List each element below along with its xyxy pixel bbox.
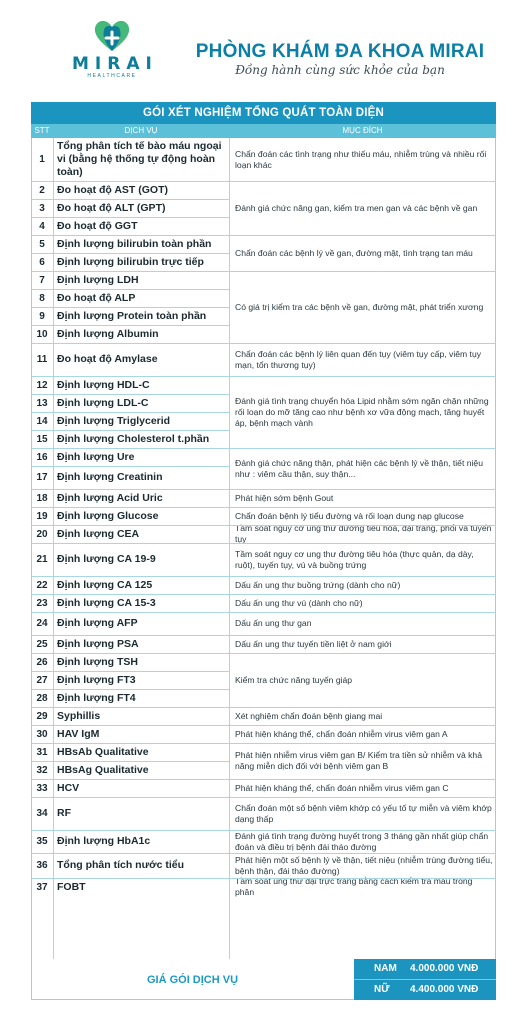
row-divider — [31, 181, 229, 182]
row-divider — [31, 653, 229, 654]
purpose-divider — [229, 612, 496, 613]
purpose-divider — [229, 507, 496, 508]
row-stt: 7 — [39, 274, 45, 286]
row-stt: 15 — [36, 433, 48, 445]
row-service: Định lượng Glucose — [57, 509, 159, 522]
slogan: Đồng hành cùng sức khỏe của bạn — [235, 63, 445, 77]
row-divider — [31, 689, 229, 690]
row-service: Định lượng CA 19-9 — [57, 553, 156, 565]
row-divider — [31, 343, 229, 344]
row-divider — [31, 271, 229, 272]
row-stt: 29 — [36, 710, 48, 722]
row-stt: 30 — [36, 728, 48, 740]
row-service: Định lượng HbA1c — [57, 835, 151, 847]
row-stt: 11 — [36, 354, 48, 365]
purpose-divider — [229, 448, 496, 449]
row-service: Định lượng Acid Uric — [57, 491, 163, 504]
header-stt: STT — [34, 126, 50, 135]
row-stt: 37 — [36, 881, 48, 893]
row-service: FOBT — [57, 880, 86, 893]
row-stt: 17 — [36, 472, 48, 483]
purpose-divider — [229, 878, 496, 879]
row-service: Định lượng CA 125 — [57, 578, 153, 591]
row-purpose: Chẩn đoán các bệnh lý liên quan đến tụy (viêm tụy cấp, viêm tụy mạn, tổn thương tụy) — [235, 348, 482, 370]
purpose-divider — [229, 653, 496, 654]
package-price-label: GIÁ GÓI DỊCH VỤ — [146, 973, 239, 986]
row-purpose: Tầm soát nguy cơ ung thư đường tiêu hóa, đại tràng, phổi và tuyến tụy — [235, 523, 492, 544]
row-stt: 24 — [36, 618, 48, 629]
row-service: HAV IgM — [57, 727, 100, 740]
clinic-name: PHÒNG KHÁM ĐA KHOA MIRAI — [195, 41, 485, 62]
row-divider — [31, 612, 229, 613]
purpose-divider — [229, 594, 496, 595]
row-service: Định lượng Creatinin — [57, 471, 163, 483]
row-divider — [31, 878, 229, 879]
purpose-divider — [229, 707, 496, 708]
row-divider — [31, 707, 229, 708]
row-purpose: Tầm soát nguy cơ ung thư đường tiêu hóa (thực quản, dạ dày, ruột), tuyến tụy, vú và buồng trứng — [235, 548, 474, 570]
row-divider — [31, 594, 229, 595]
row-divider — [31, 235, 229, 236]
row-purpose: Chẩn đoán bệnh lý tiểu đường và rối loạn dung nạp glucose — [235, 510, 464, 521]
row-stt: 12 — [36, 379, 48, 391]
row-purpose: Chẩn đoán các bệnh lý về gan, đường mật, tình trạng tan máu — [235, 247, 473, 258]
row-purpose: Đánh giá tình trạng chuyển hóa Lipid nhằm sớm ngăn chặn những rối loạn do mỡ tăng cao như bệnh xơ vữa động mạch, tăng huyết áp, bệnh mạch vành — [235, 395, 489, 428]
row-divider — [31, 448, 229, 449]
purpose-divider — [229, 779, 496, 780]
row-service: Định lượng LDL-C — [57, 396, 149, 409]
header-service: DỊCH VỤ — [124, 126, 158, 135]
purpose-divider — [229, 743, 496, 744]
header-purpose: MỤC ĐÍCH — [342, 126, 383, 135]
row-divider — [31, 289, 229, 290]
row-service: Định lượng bilirubin toàn phần — [57, 237, 212, 250]
row-stt: 3 — [39, 202, 45, 214]
row-service: Định lượng PSA — [57, 637, 139, 650]
row-service: Tổng phân tích nước tiểu — [57, 859, 185, 871]
row-service: Đo hoạt độ GGT — [57, 219, 138, 232]
row-purpose: Tầm soát ung thư đại trực tràng bằng cách kiểm tra máu trong phân — [235, 876, 473, 897]
row-service: HBsAb Qualitative — [57, 745, 149, 758]
purpose-divider — [229, 725, 496, 726]
row-stt: 35 — [36, 836, 48, 847]
row-service: Định lượng Ure — [57, 450, 135, 463]
row-service: Định lượng AFP — [57, 617, 138, 629]
row-divider — [31, 525, 229, 526]
row-divider — [31, 307, 229, 308]
row-divider — [31, 507, 229, 508]
table-title: GÓI XÉT NGHIỆM TỔNG QUÁT TOÀN DIỆN — [31, 102, 496, 124]
row-service: Định lượng LDH — [57, 273, 139, 286]
row-service: Syphillis — [57, 709, 101, 722]
row-divider — [31, 412, 229, 413]
row-purpose: Dấu ấn ung thư gan — [235, 618, 312, 628]
purpose-divider — [229, 635, 496, 636]
row-stt: 34 — [36, 808, 48, 819]
row-service: Tổng phân tích tế bào máu ngoại vi (bằng hệ thống tự động hoàn toàn) — [57, 140, 222, 178]
row-stt: 1 — [39, 154, 45, 165]
purpose-divider — [229, 489, 496, 490]
row-stt: 19 — [36, 510, 48, 522]
row-divider — [31, 761, 229, 762]
row-service: Đo hoạt độ Amylase — [57, 353, 158, 365]
column-divider — [229, 138, 230, 959]
row-divider — [31, 489, 229, 490]
row-stt: 21 — [36, 554, 48, 565]
row-service: RF — [57, 807, 71, 819]
row-stt: 10 — [36, 328, 48, 340]
row-divider — [31, 797, 229, 798]
row-stt: 25 — [36, 638, 48, 650]
row-purpose: Phát hiện kháng thể, chẩn đoán nhiễm virus viêm gan A — [235, 728, 448, 739]
row-stt: 31 — [36, 746, 48, 758]
row-service: Định lượng bilirubin trực tiếp — [57, 255, 204, 268]
row-divider — [31, 743, 229, 744]
purpose-divider — [229, 235, 496, 236]
row-divider — [31, 217, 229, 218]
price-male-value: 4.000.000 VNĐ — [410, 963, 479, 974]
row-stt: 32 — [36, 764, 48, 776]
row-divider — [31, 830, 229, 831]
column-divider — [53, 138, 54, 959]
row-stt: 4 — [39, 220, 45, 232]
row-purpose: Dấu ấn ung thư tuyến tiền liệt ở nam giới — [235, 638, 392, 649]
purpose-divider — [229, 543, 496, 544]
row-service: Đo hoạt độ ALP — [57, 291, 136, 304]
row-service: Định lượng HDL-C — [57, 378, 150, 391]
row-purpose: Đánh giá tình trạng đường huyết trong 3 tháng gần nhất giúp chẩn đoán và điều trị bệnh đái tháo đường — [235, 830, 489, 852]
row-purpose: Dấu ấn ung thư buồng trứng (dành cho nữ) — [235, 579, 401, 590]
logo — [72, 18, 158, 98]
row-service: Định lượng FT3 — [57, 673, 136, 686]
row-purpose: Phát hiện kháng thể, chẩn đoán nhiễm virus viêm gan C — [235, 782, 449, 793]
row-divider — [31, 779, 229, 780]
row-divider — [31, 466, 229, 467]
table-header-row — [31, 124, 496, 138]
row-stt: 22 — [36, 579, 48, 591]
row-divider — [31, 671, 229, 672]
row-service: Định lượng FT4 — [57, 691, 136, 704]
row-purpose: Đánh giá chức năng gan, kiểm tra men gan và các bệnh về gan — [235, 202, 478, 213]
price-male-row — [354, 959, 496, 979]
row-stt: 26 — [36, 656, 48, 668]
price-female-label: NỮ — [374, 984, 390, 995]
purpose-divider — [229, 525, 496, 526]
row-divider — [31, 725, 229, 726]
logo-subtitle: HEALTHCARE — [87, 73, 137, 79]
row-stt: 8 — [39, 292, 45, 304]
purpose-divider — [229, 830, 496, 831]
purpose-divider — [229, 797, 496, 798]
row-purpose: Có giá trị kiểm tra các bệnh về gan, đường mật, phát triển xương — [235, 301, 484, 312]
row-divider — [31, 253, 229, 254]
row-service: Định lượng CEA — [57, 527, 140, 540]
row-divider — [31, 376, 229, 377]
row-divider — [31, 430, 229, 431]
row-purpose: Phát hiện một số bệnh lý về thận, tiết niệu (nhiễm trùng đường tiểu, bệnh thận, đái tháo đường) — [235, 854, 493, 876]
logo-wordmark: MIRAI — [72, 54, 158, 74]
row-service: Đo hoạt độ AST (GOT) — [57, 183, 169, 196]
row-stt: 27 — [36, 674, 48, 686]
row-stt: 16 — [36, 451, 48, 463]
price-female-value: 4.400.000 VNĐ — [410, 984, 479, 995]
row-purpose: Phát hiện nhiễm virus viêm gan B/ Kiểm tra tiền sử nhiễm và khả năng miễn dịch đối với bệnh viêm gan B — [235, 750, 482, 771]
price-female-row — [354, 979, 496, 1000]
row-purpose: Kiểm tra chức năng tuyến giáp — [235, 674, 353, 685]
row-stt: 23 — [36, 597, 48, 609]
row-purpose: Đánh giá chức năng thận, phát hiện các bệnh lý về thận, tiết niệu như : viêm cầu thận, suy thận... — [235, 457, 483, 479]
row-purpose: Dấu ấn ung thư vú (dành cho nữ) — [235, 597, 363, 608]
purpose-divider — [229, 271, 496, 272]
row-service: Định lượng Cholesterol t.phần — [57, 432, 210, 445]
row-service: Định lượng CA 15-3 — [57, 596, 156, 609]
row-purpose: Chẩn đoán một số bệnh viêm khớp có yếu tố tự miễn và viêm khớp dạng thấp — [235, 802, 492, 824]
row-divider — [31, 635, 229, 636]
row-stt: 33 — [36, 782, 48, 794]
row-stt: 6 — [39, 256, 45, 268]
row-stt: 36 — [36, 860, 48, 871]
row-stt: 18 — [36, 492, 48, 504]
header — [0, 0, 525, 100]
row-divider — [31, 394, 229, 395]
row-purpose: Phát hiện sớm bệnh Gout — [235, 492, 334, 503]
row-divider — [31, 199, 229, 200]
purpose-divider — [229, 853, 496, 854]
row-divider — [31, 576, 229, 577]
row-stt: 20 — [36, 528, 48, 540]
row-divider — [31, 543, 229, 544]
row-stt: 5 — [39, 238, 45, 250]
purpose-divider — [229, 376, 496, 377]
table-body — [31, 138, 496, 959]
logo-heart-icon — [92, 18, 132, 54]
row-service: HCV — [57, 781, 80, 794]
row-purpose: Xét nghiệm chẩn đoán bệnh giang mai — [235, 710, 383, 721]
row-stt: 28 — [36, 692, 48, 704]
row-divider — [31, 325, 229, 326]
row-stt: 2 — [39, 184, 45, 196]
row-service: Định lượng Albumin — [57, 327, 159, 340]
row-divider — [31, 853, 229, 854]
purpose-divider — [229, 181, 496, 182]
row-service: Định lượng TSH — [57, 655, 138, 668]
row-service: Đo hoạt độ ALT (GPT) — [57, 201, 166, 214]
row-stt: 13 — [36, 397, 48, 409]
purpose-divider — [229, 576, 496, 577]
row-service: HBsAg Qualitative — [57, 763, 149, 776]
row-purpose: Chẩn đoán các tình trạng như thiếu máu, nhiễm trùng và nhiều rối loạn khác — [235, 148, 487, 170]
row-stt: 9 — [39, 310, 45, 322]
row-service: Định lượng Triglycerid — [57, 414, 171, 427]
row-service: Định lượng Protein toàn phần — [57, 309, 207, 322]
price-box — [354, 959, 496, 1000]
row-stt: 14 — [36, 415, 48, 427]
purpose-divider — [229, 343, 496, 344]
price-male-label: NAM — [374, 963, 397, 974]
